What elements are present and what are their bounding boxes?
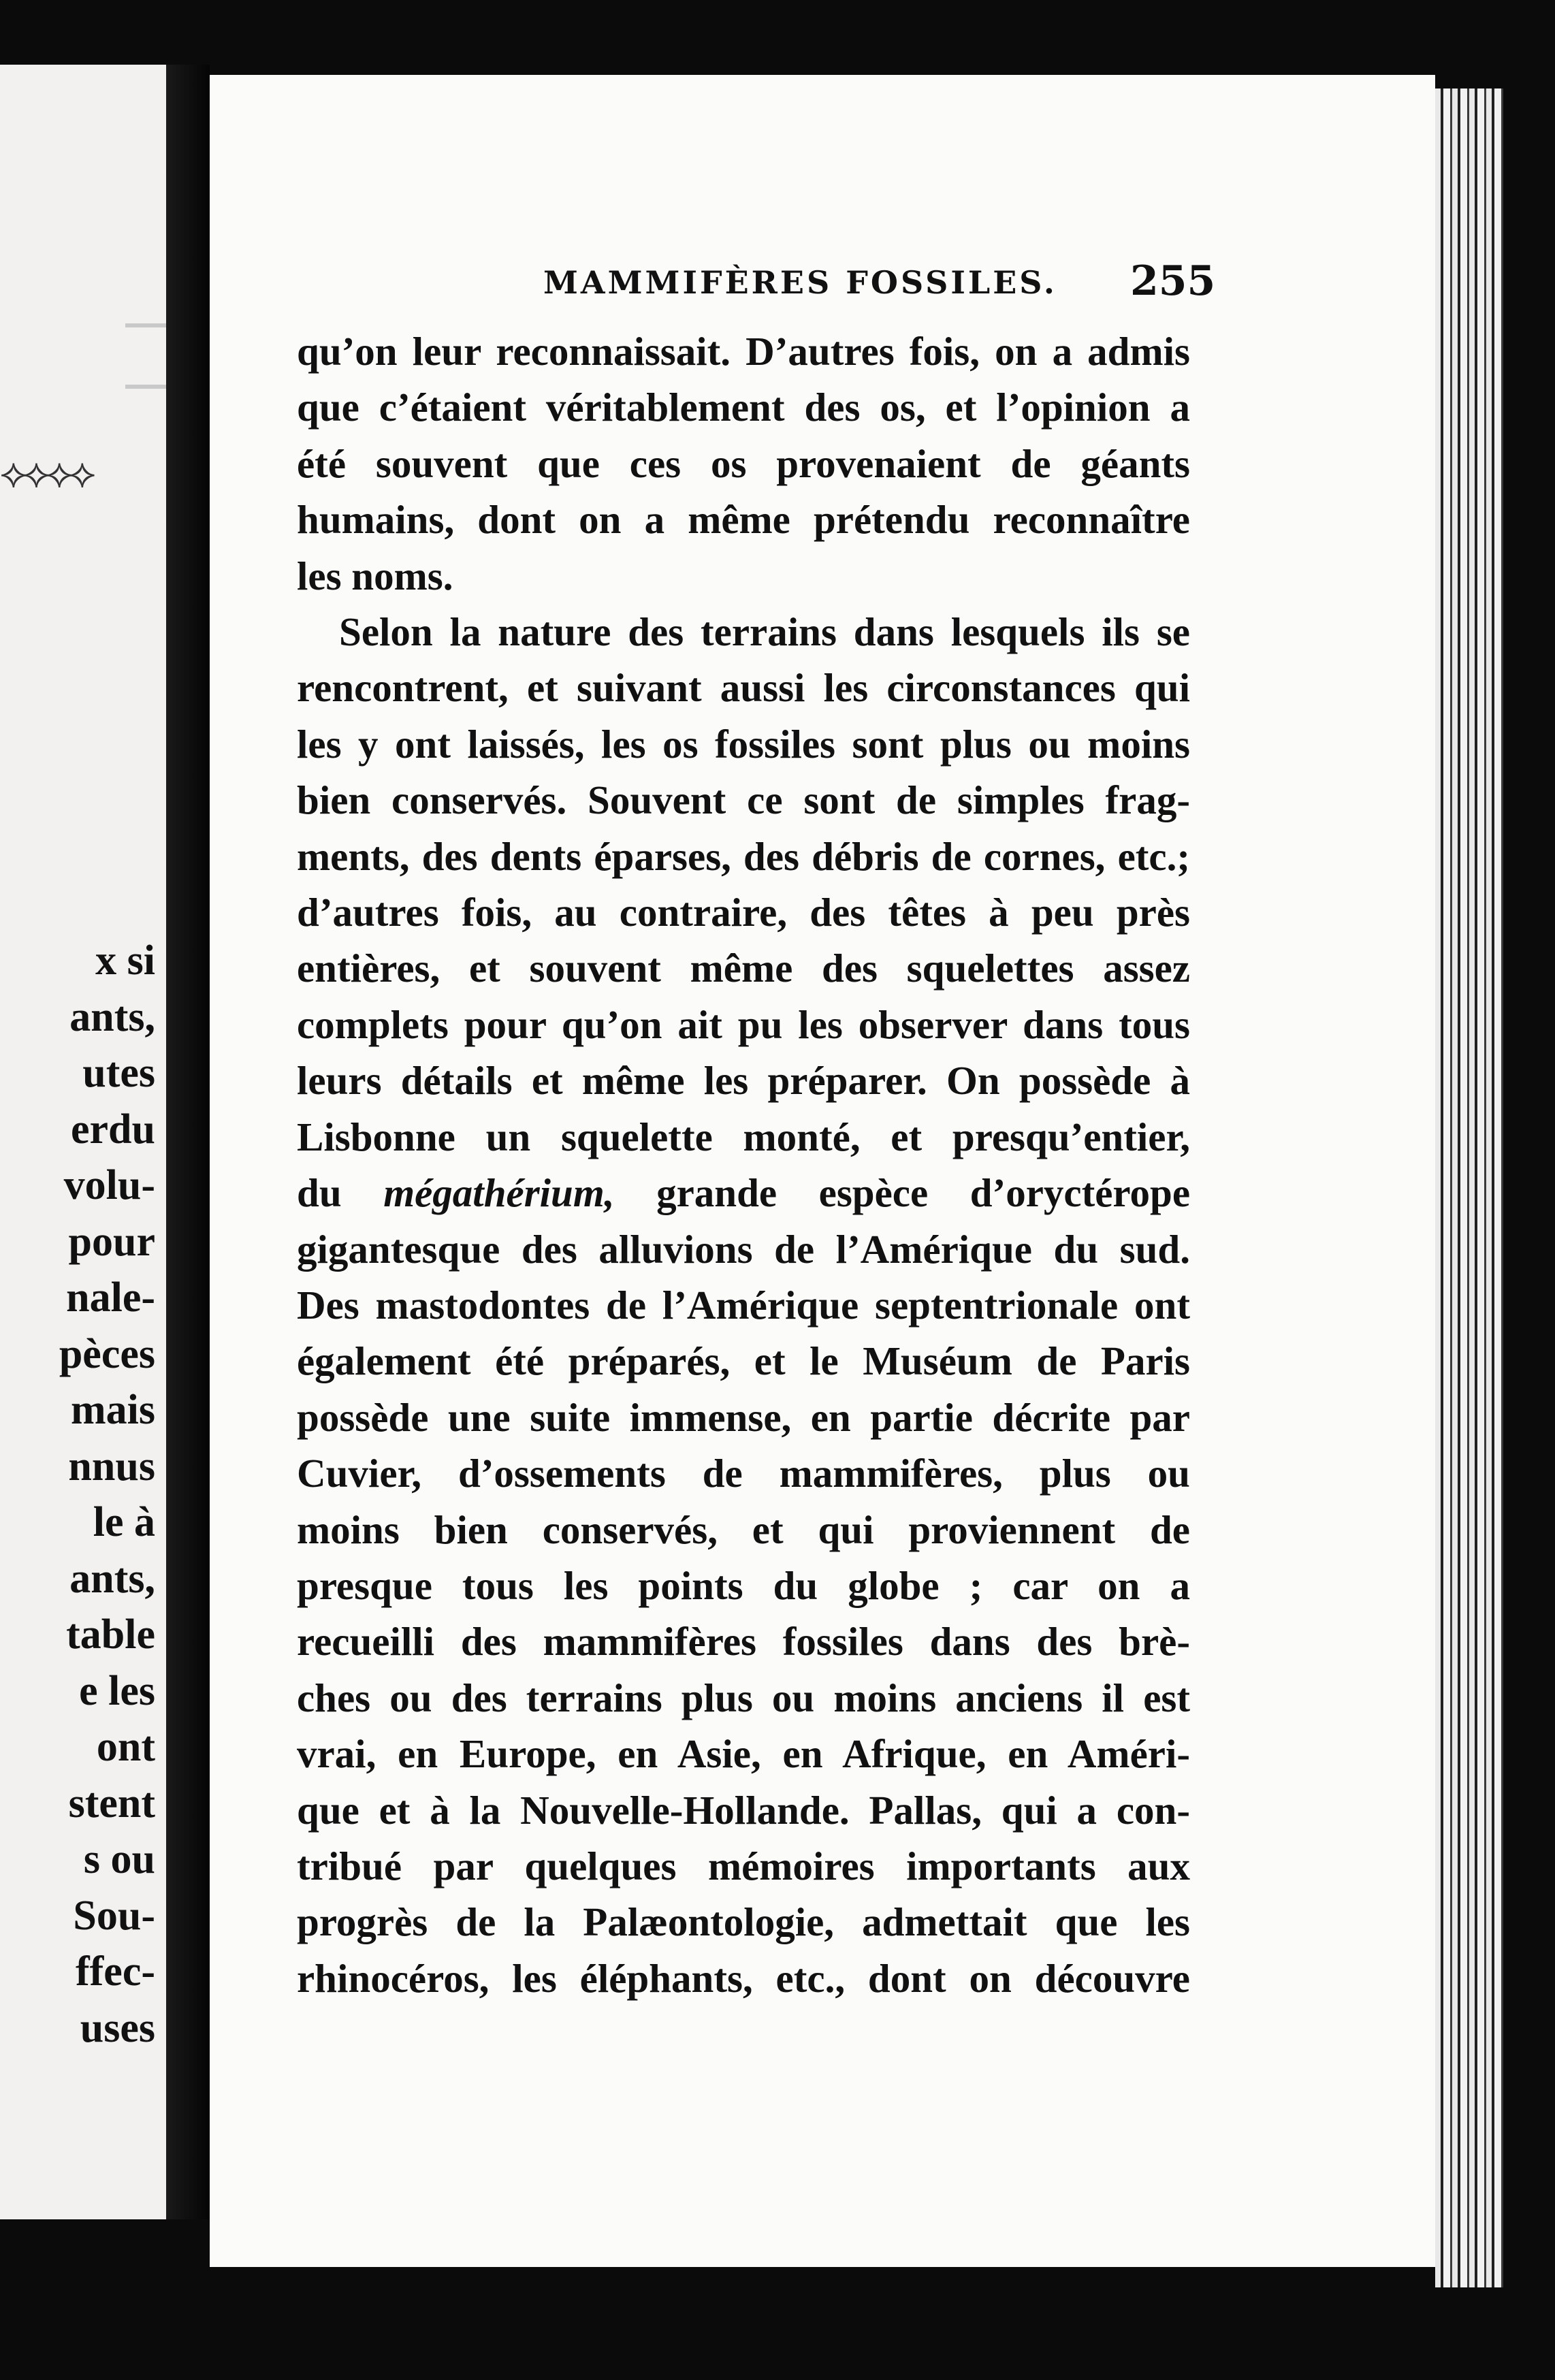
text-line: vrai, en Europe, en Asie, en Afrique, en Améri- [297, 1731, 1190, 1777]
left-line: pèces [59, 1330, 155, 1377]
page-edges [1435, 89, 1503, 2287]
bleed-through-line [125, 323, 166, 327]
left-line: ffec- [76, 1948, 155, 1995]
left-line: table [66, 1611, 155, 1658]
text-line-with-italic [297, 1165, 1190, 1221]
text-line: possède une suite immense, en partie décrite par [297, 1394, 1190, 1440]
left-line: x si [95, 937, 155, 984]
left-line: ont [96, 1724, 155, 1770]
text-line: les noms. [297, 553, 453, 598]
ornament-rule: ⟡⟡⟡⟡ [0, 449, 92, 497]
text-line: Des mastodontes de l’Amérique septentrionale ont [297, 1282, 1190, 1328]
text-line: progrès de la Palæontologie, admettait que les [297, 1899, 1190, 1945]
bleed-through-line [125, 385, 166, 389]
text-line: que c’étaient véritablement des os, et l’opinion a [297, 385, 1190, 430]
left-line: utes [82, 1050, 155, 1096]
text-line: ments, des dents éparses, des débris de cornes, etc.; [297, 833, 1190, 879]
text-line: leurs détails et même les préparer. On possède à [297, 1058, 1190, 1104]
left-facing-page [0, 65, 166, 2219]
text-fragment: grande espèce d’oryctérope [656, 1170, 1191, 1216]
text-line: complets pour qu’on ait pu les observer dans tous [297, 1001, 1190, 1047]
left-line: nale- [66, 1274, 155, 1321]
text-line: d’autres fois, au contraire, des têtes à peu près [297, 890, 1190, 935]
page-number: 255 [1130, 257, 1216, 305]
text-line: tribué par quelques mémoires importants aux [297, 1843, 1190, 1888]
text-line: que et à la Nouvelle-Hollande. Pallas, qui a con- [297, 1787, 1190, 1833]
text-line: bien conservés. Souvent ce sont de simples frag- [297, 777, 1190, 823]
text-line: également été préparés, et le Muséum de Paris [297, 1338, 1190, 1384]
text-fragment: du [297, 1170, 342, 1216]
text-line: qu’on leur reconnaissait. D’autres fois, on a admis [297, 329, 1190, 374]
text-line: humains, dont on a même prétendu reconnaître [297, 497, 1190, 543]
left-line: Sou- [73, 1892, 155, 1939]
text-line: rencontrent, et suivant aussi les circonstances qui [297, 665, 1190, 711]
italic-term: mégathérium, [383, 1170, 615, 1216]
text-line: Selon la nature des terrains dans lesquels ils se [339, 609, 1190, 655]
body-text [297, 323, 1190, 2006]
left-line: uses [80, 2004, 155, 2051]
left-line: ants, [69, 1555, 155, 1602]
left-page-text [0, 933, 155, 2056]
left-line: volu- [63, 1162, 155, 1208]
text-line: ches ou des terrains plus ou moins anciens il est [297, 1675, 1190, 1720]
text-line: presque tous les points du globe ; car on a [297, 1562, 1190, 1608]
text-line: été souvent que ces os provenaient de géants [297, 440, 1190, 486]
left-line: le à [93, 1499, 155, 1545]
text-line: Cuvier, d’ossements de mammifères, plus ou [297, 1451, 1190, 1496]
left-line: s ou [83, 1836, 155, 1882]
left-line: ants, [69, 993, 155, 1040]
left-line: mais [71, 1387, 155, 1433]
text-line: Lisbonne un squelette monté, et presqu’entier, [297, 1114, 1190, 1159]
book-spine-gutter [166, 65, 210, 2219]
text-line: entières, et souvent même des squelettes assez [297, 946, 1190, 991]
left-line: pour [68, 1218, 155, 1265]
text-line: rhinocéros, les éléphants, etc., dont on découvre [297, 1955, 1190, 2001]
text-line: les y ont laissés, les os fossiles sont plus ou moins [297, 721, 1190, 767]
text-line: recueilli des mammifères fossiles dans des brè- [297, 1619, 1190, 1665]
text-line: gigantesque des alluvions de l’Amérique du sud. [297, 1226, 1190, 1272]
left-line: stent [68, 1780, 155, 1827]
left-line: erdu [71, 1106, 155, 1153]
text-line: moins bien conservés, et qui proviennent de [297, 1507, 1190, 1552]
running-header: MAMMIFÈRES FOSSILES. [543, 264, 1057, 301]
left-line: nnus [68, 1443, 155, 1490]
left-line: e les [79, 1667, 155, 1714]
